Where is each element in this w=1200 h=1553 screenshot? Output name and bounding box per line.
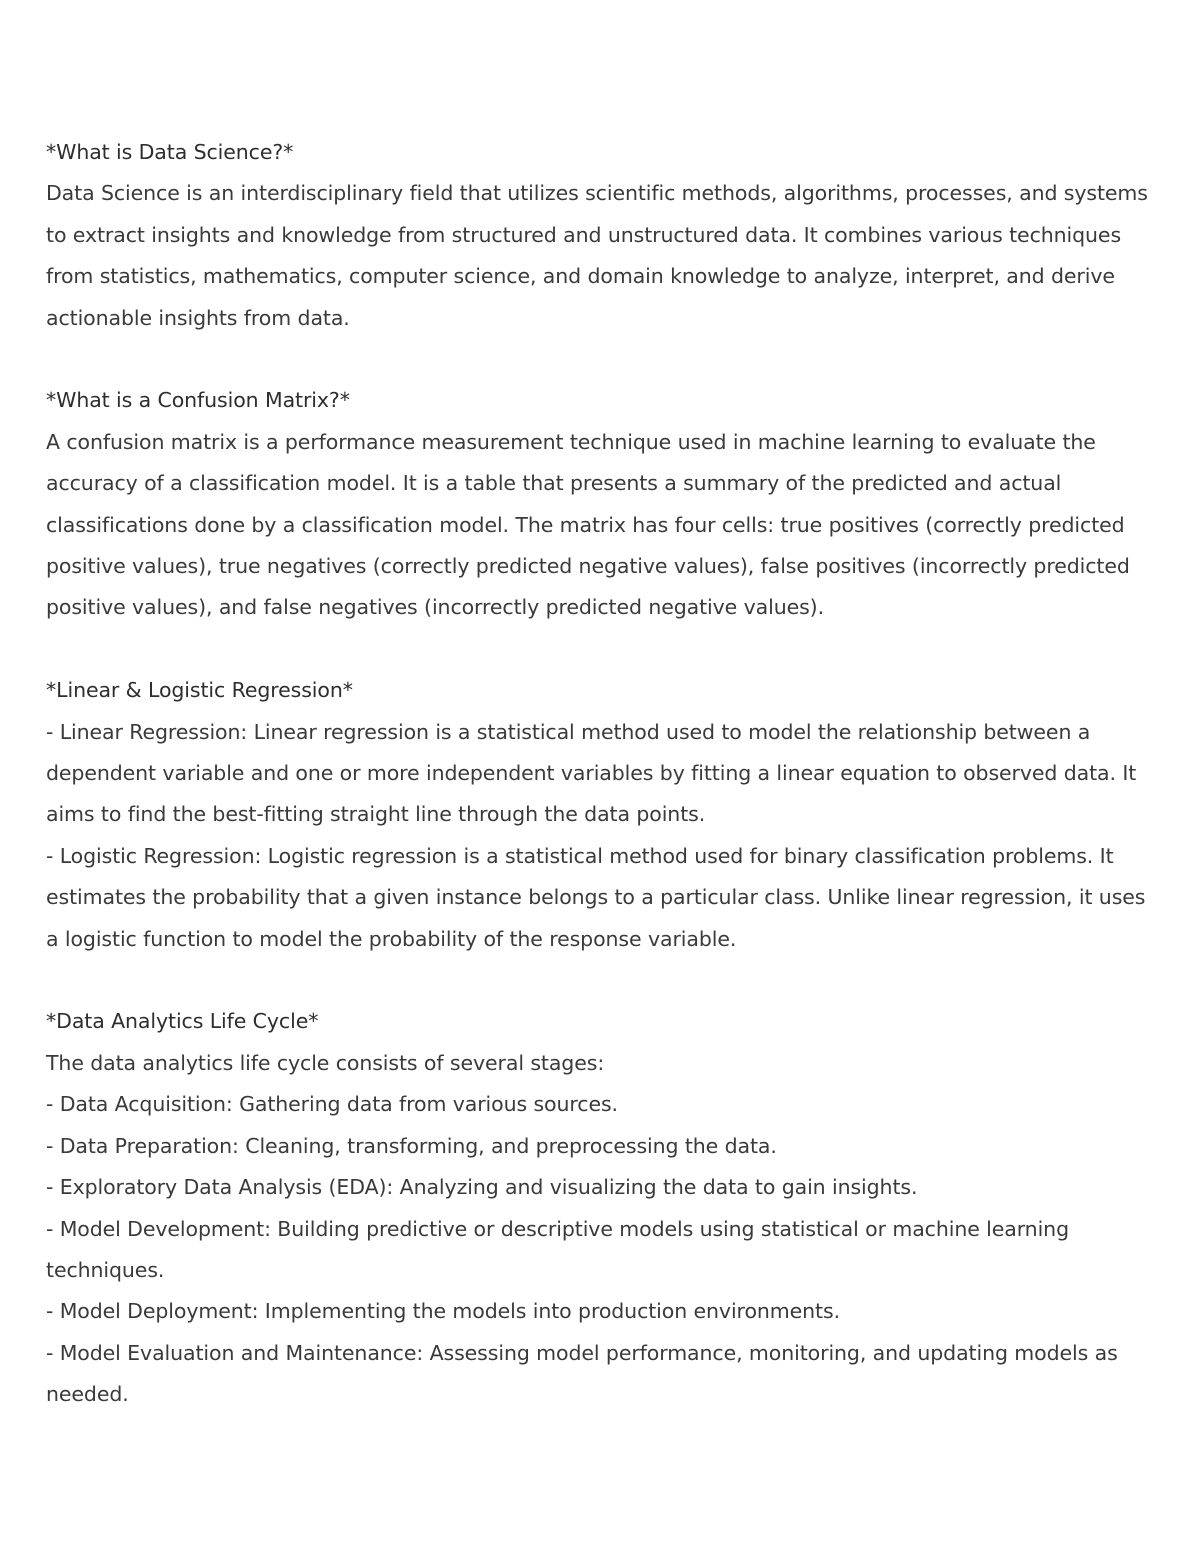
section-heading: *What is a Confusion Matrix?* (46, 388, 350, 413)
section-analytics-life-cycle (46, 1001, 1158, 1415)
section-heading: *Data Analytics Life Cycle* (46, 1009, 319, 1034)
list-item: - Model Evaluation and Maintenance: Assessing model performance, monitoring, and updating models as needed. (46, 1340, 1118, 1407)
list-item: - Exploratory Data Analysis (EDA): Analyzing and visualizing the data to gain insights. (46, 1175, 918, 1200)
section-heading: *What is Data Science?* (46, 140, 294, 164)
paragraph: A confusion matrix is a performance measurement technique used in machine learning to evaluate the accuracy of a classification model. It is a table that presents a summary of the predicted and actual classifications done by a classification model. The matrix has four cells: true positives (correctly predicted positive values), true negatives (correctly predicted negative values), false positives (incorrectly predicted positive values), and false negatives (incorrectly predicted negative values). (46, 429, 1130, 620)
paragraph: The data analytics life cycle consists of several stages: (46, 1050, 605, 1075)
section-heading: *Linear & Logistic Regression* (46, 678, 353, 703)
list-item: - Data Acquisition: Gathering data from various sources. (46, 1092, 618, 1117)
list-item: - Model Development: Building predictive or descriptive models using statistical or machine learning techniques. (46, 1216, 1069, 1282)
list-item: - Logistic Regression: Logistic regression is a statistical method used for binary classification problems. It estimates the probability that a given instance belongs to a particular class. Unlike linear regression, it uses a logistic function to model the probability of the response variable. (46, 843, 1146, 951)
section-data-science (46, 132, 1158, 339)
paragraph: Data Science is an interdisciplinary field that utilizes scientific methods, algorithms, processes, and systems to extract insights and knowledge from structured and unstructured data. It combines various techniques from statistics, mathematics, computer science, and domain knowledge to analyze, interpret, and derive actionable insights from data. (46, 181, 1148, 330)
list-item: - Linear Regression: Linear regression is a statistical method used to model the relationship between a dependent variable and one or more independent variables by fitting a linear equation to observed data. It aims to find the best-fitting straight line through the data points. (46, 719, 1137, 827)
section-regression (46, 670, 1158, 960)
list-item: - Model Deployment: Implementing the models into production environments. (46, 1299, 840, 1324)
list-item: - Data Preparation: Cleaning, transforming, and preprocessing the data. (46, 1133, 777, 1158)
section-confusion-matrix (46, 380, 1158, 628)
document-page (46, 132, 1158, 1457)
